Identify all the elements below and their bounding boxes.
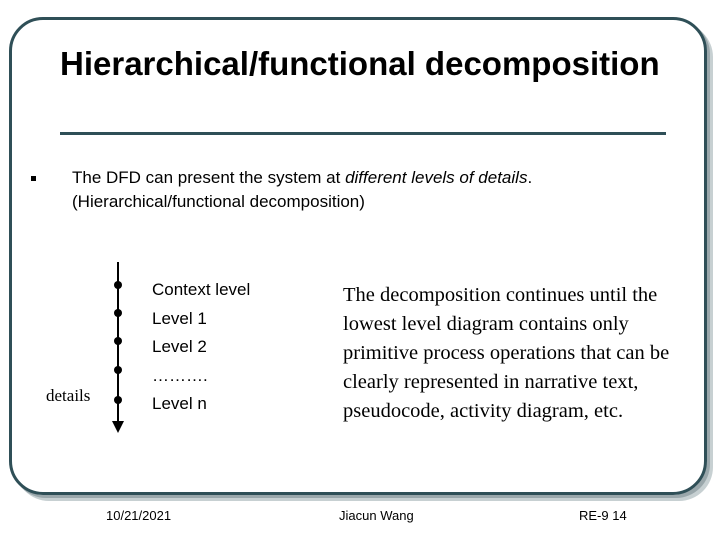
level-dot	[114, 281, 122, 289]
title-divider	[60, 132, 666, 135]
bullet-text-prefix: The DFD can present the system at	[72, 168, 346, 187]
level-item: ……….	[152, 365, 208, 385]
footer-page-number: RE-9 14	[579, 508, 627, 523]
detail-axis-arrowhead	[112, 421, 124, 433]
decomposition-description: The decomposition continues until the lowest level diagram contains only primitive process operations that can be clearly represented in narrative text, pseudocode, activity diagram, etc.	[343, 284, 670, 422]
slide-title: Hierarchical/functional decomposition	[60, 45, 660, 82]
details-axis-label: details	[46, 386, 91, 405]
bullet-text	[72, 166, 692, 214]
level-item: Level n	[152, 394, 207, 413]
levels-list	[152, 278, 250, 421]
bullet-text-emphasis: different levels of details	[345, 168, 528, 187]
level-item: Context level	[152, 280, 251, 299]
footer-date: 10/21/2021	[106, 508, 172, 523]
bullet-text-suffix: .	[527, 168, 533, 187]
footer-author: Jiacun Wang	[339, 508, 414, 523]
level-item: Level 2	[152, 337, 207, 356]
level-dot	[114, 337, 122, 345]
level-dot	[114, 366, 122, 374]
bullet-subtext: (Hierarchical/functional decomposition)	[72, 192, 365, 211]
level-dot	[114, 309, 122, 317]
level-item: Level 1	[152, 308, 207, 328]
level-dot	[114, 396, 122, 404]
bullet-marker	[31, 176, 36, 181]
